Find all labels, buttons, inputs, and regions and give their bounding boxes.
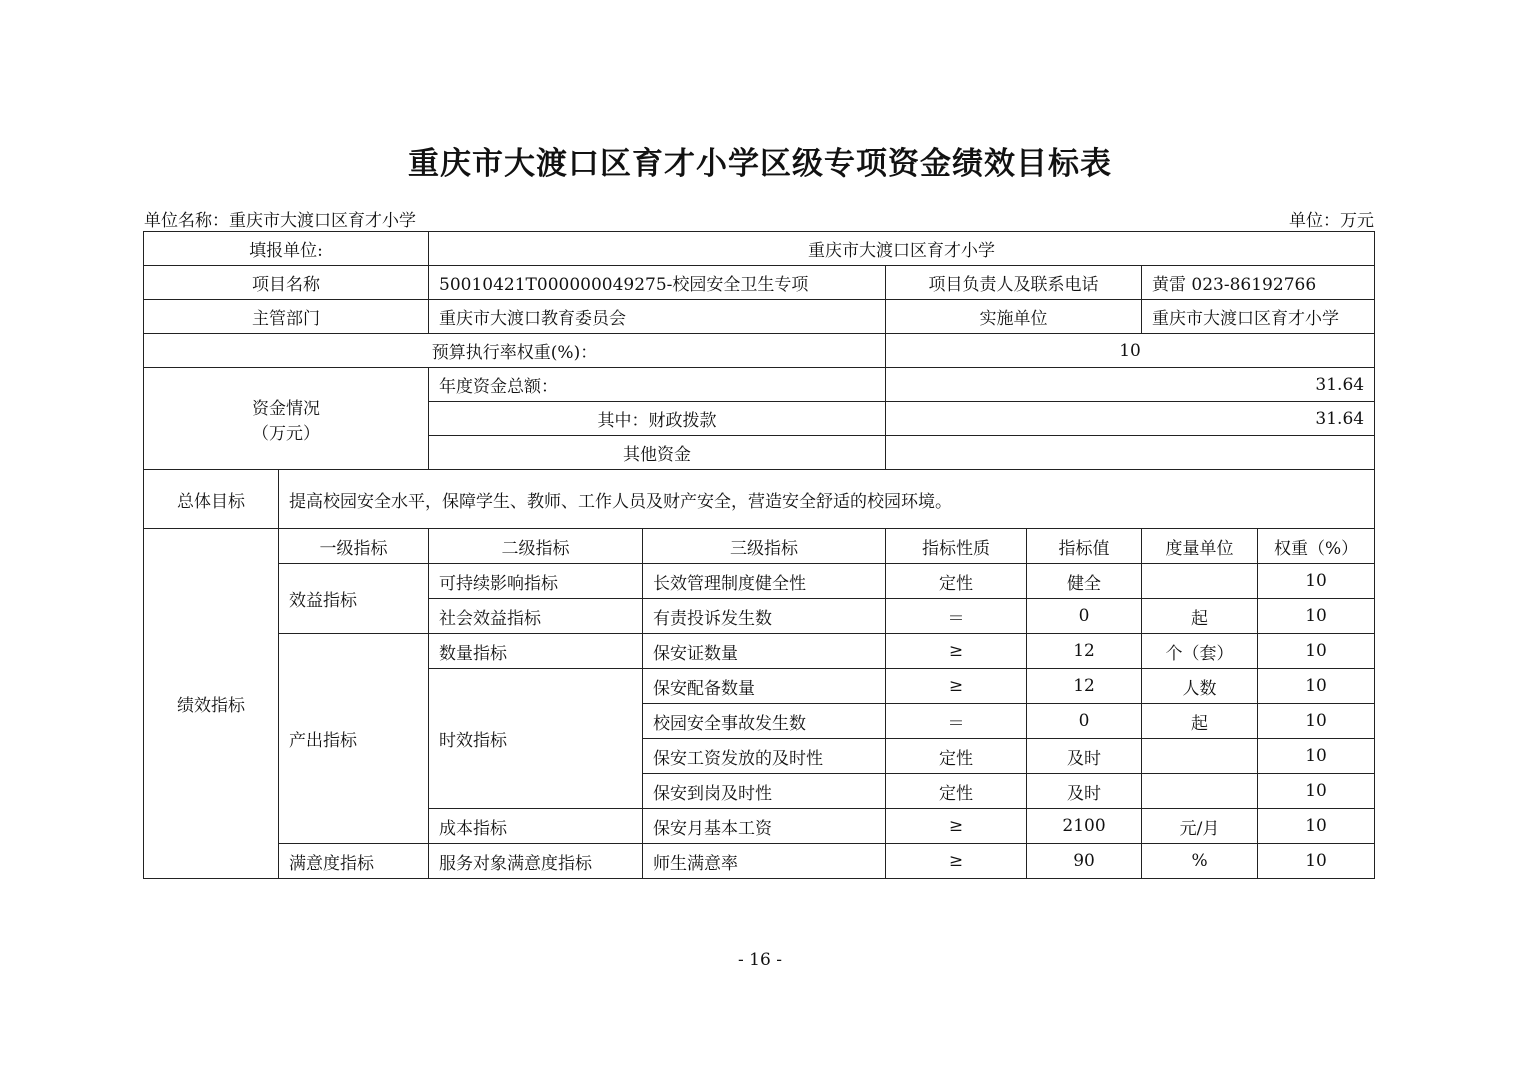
kpi-weight: 10 xyxy=(1258,739,1375,774)
funds-label-line1: 资金情况 xyxy=(252,398,320,419)
impl-value: 重庆市大渡口区育才小学 xyxy=(1142,300,1375,334)
kpi-nature: ≥ xyxy=(886,669,1027,704)
kpi-unit xyxy=(1142,774,1258,809)
kpi-value: 0 xyxy=(1027,599,1142,634)
level1-satisfaction: 满意度指标 xyxy=(279,844,429,879)
kpi-header: 二级指标 xyxy=(429,529,643,564)
kpi-value: 及时 xyxy=(1027,774,1142,809)
kpi-weight: 10 xyxy=(1258,564,1375,599)
kpi-value: 12 xyxy=(1027,669,1142,704)
kpi-name: 保安到岗及时性 xyxy=(643,774,886,809)
kpi-name: 保安配备数量 xyxy=(643,669,886,704)
level2-cost: 成本指标 xyxy=(429,809,643,844)
kpi-nature: 定性 xyxy=(886,774,1027,809)
level1-benefit: 效益指标 xyxy=(279,564,429,634)
goal-text: 提高校园安全水平，保障学生、教师、工作人员及财产安全，营造安全舒适的校园环境。 xyxy=(279,470,1375,529)
goal-row xyxy=(144,470,1375,529)
project-name-value: 50010421T000000049275-校园安全卫生专项 xyxy=(429,266,886,300)
kpi-value: 健全 xyxy=(1027,564,1142,599)
dept-row xyxy=(144,300,1375,334)
kpi-nature: ≥ xyxy=(886,809,1027,844)
dept-label: 主管部门 xyxy=(144,300,429,334)
contact-label: 项目负责人及联系电话 xyxy=(886,266,1142,300)
project-row xyxy=(144,266,1375,300)
kpi-header: 一级指标 xyxy=(279,529,429,564)
funds-fiscal-label: 其中：财政拨款 xyxy=(429,402,886,436)
funds-fiscal-value: 31.64 xyxy=(886,402,1375,436)
impl-label: 实施单位 xyxy=(886,300,1142,334)
kpi-header: 权重（%） xyxy=(1258,529,1375,564)
project-name-label: 项目名称 xyxy=(144,266,429,300)
kpi-value: 及时 xyxy=(1027,739,1142,774)
kpi-unit: 个（套） xyxy=(1142,634,1258,669)
contact-value: 黄雷 023-86192766 xyxy=(1142,266,1375,300)
kpi-header: 指标性质 xyxy=(886,529,1027,564)
kpi-nature: 定性 xyxy=(886,564,1027,599)
budget-rate-label: 预算执行率权重(%)： xyxy=(144,334,886,368)
kpi-nature: 定性 xyxy=(886,739,1027,774)
kpi-weight: 10 xyxy=(1258,669,1375,704)
level2-quantity: 数量指标 xyxy=(429,634,643,669)
table-row xyxy=(144,634,1375,669)
kpi-name: 保安工资发放的及时性 xyxy=(643,739,886,774)
dept-value: 重庆市大渡口教育委员会 xyxy=(429,300,886,334)
kpi-nature: ≥ xyxy=(886,634,1027,669)
kpi-nature: ≥ xyxy=(886,844,1027,879)
funds-other-value xyxy=(886,436,1375,470)
level2-social: 社会效益指标 xyxy=(429,599,643,634)
unit-name: 单位名称：重庆市大渡口区育才小学 xyxy=(144,211,416,231)
goal-label: 总体目标 xyxy=(144,470,279,529)
kpi-name: 长效管理制度健全性 xyxy=(643,564,886,599)
table-row xyxy=(144,564,1375,599)
kpi-name: 保安证数量 xyxy=(643,634,886,669)
table-row xyxy=(144,844,1375,879)
kpi-section-label: 绩效指标 xyxy=(144,529,279,879)
funds-label xyxy=(144,368,429,470)
kpi-unit: 人数 xyxy=(1142,669,1258,704)
filler-label: 填报单位: xyxy=(144,232,429,266)
budget-rate-row xyxy=(144,334,1375,368)
level2-timely: 时效指标 xyxy=(429,669,643,809)
kpi-value: 0 xyxy=(1027,704,1142,739)
level2-sustain: 可持续影响指标 xyxy=(429,564,643,599)
kpi-weight: 10 xyxy=(1258,774,1375,809)
kpi-unit: 起 xyxy=(1142,599,1258,634)
kpi-header-row xyxy=(144,529,1375,564)
currency-unit: 单位：万元 xyxy=(1289,211,1374,231)
kpi-unit: 起 xyxy=(1142,704,1258,739)
kpi-value: 90 xyxy=(1027,844,1142,879)
kpi-unit xyxy=(1142,564,1258,599)
kpi-nature: ＝ xyxy=(886,704,1027,739)
page-title: 重庆市大渡口区育才小学区级专项资金绩效目标表 xyxy=(408,146,1112,182)
kpi-name: 校园安全事故发生数 xyxy=(643,704,886,739)
budget-rate-value: 10 xyxy=(886,334,1375,368)
kpi-unit: % xyxy=(1142,844,1258,879)
kpi-value: 2100 xyxy=(1027,809,1142,844)
performance-table xyxy=(143,231,1375,879)
kpi-header: 三级指标 xyxy=(643,529,886,564)
filler-value: 重庆市大渡口区育才小学 xyxy=(429,232,1375,266)
kpi-weight: 10 xyxy=(1258,809,1375,844)
kpi-header: 度量单位 xyxy=(1142,529,1258,564)
level1-output: 产出指标 xyxy=(279,634,429,844)
kpi-unit: 元/月 xyxy=(1142,809,1258,844)
funds-label-line2: （万元） xyxy=(252,423,320,444)
funds-other-label: 其他资金 xyxy=(429,436,886,470)
filler-row xyxy=(144,232,1375,266)
kpi-nature: ＝ xyxy=(886,599,1027,634)
funds-total-row xyxy=(144,368,1375,402)
kpi-unit xyxy=(1142,739,1258,774)
kpi-value: 12 xyxy=(1027,634,1142,669)
level2-service: 服务对象满意度指标 xyxy=(429,844,643,879)
kpi-weight: 10 xyxy=(1258,704,1375,739)
kpi-name: 有责投诉发生数 xyxy=(643,599,886,634)
kpi-weight: 10 xyxy=(1258,599,1375,634)
page-number: - 16 - xyxy=(738,950,782,970)
kpi-name: 保安月基本工资 xyxy=(643,809,886,844)
funds-total-value: 31.64 xyxy=(886,368,1375,402)
funds-total-label: 年度资金总额： xyxy=(429,368,886,402)
kpi-header: 指标值 xyxy=(1027,529,1142,564)
kpi-name: 师生满意率 xyxy=(643,844,886,879)
kpi-weight: 10 xyxy=(1258,844,1375,879)
kpi-weight: 10 xyxy=(1258,634,1375,669)
